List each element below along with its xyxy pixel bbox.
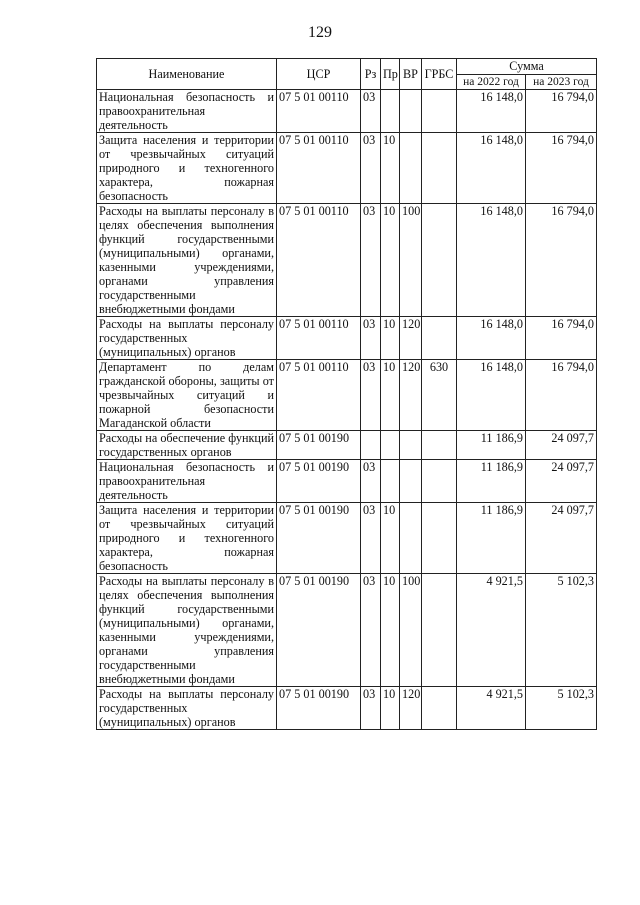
- row-vr: 100: [400, 204, 422, 317]
- row-name: Национальная безопасность и правоохранительная деятельность: [97, 460, 277, 503]
- row-name: Расходы на выплаты персоналу в целях обеспечения выполнения функций государственными (муниципальными) органами, казенными учреждениями, органами управления государственными внебюджетными фондами: [97, 204, 277, 317]
- row-csr: 07 5 01 00190: [277, 503, 361, 574]
- row-vr: [400, 133, 422, 204]
- row-sum-2022: 16 148,0: [457, 317, 526, 360]
- row-pr: 10: [381, 503, 400, 574]
- header-sum-2023: на 2023 год: [526, 74, 597, 90]
- row-sum-2022: 4 921,5: [457, 687, 526, 730]
- row-name: Защита населения и территории от чрезвычайных ситуаций природного и техногенного характера, пожарная безопасность: [97, 133, 277, 204]
- row-name: Расходы на выплаты персоналу в целях обеспечения выполнения функций государственными (муниципальными) органами, казенными учреждениями, органами управления государственными внебюджетными фондами: [97, 574, 277, 687]
- header-pr: Пр: [381, 59, 400, 90]
- row-sum-2022: 11 186,9: [457, 503, 526, 574]
- row-sum-2022: 16 148,0: [457, 90, 526, 133]
- row-rz: 03: [361, 460, 381, 503]
- row-csr: 07 5 01 00190: [277, 460, 361, 503]
- table-row: [97, 90, 597, 133]
- row-name: Расходы на выплаты персоналу государственных (муниципальных) органов: [97, 687, 277, 730]
- row-rz: 03: [361, 360, 381, 431]
- page-number: 129: [308, 24, 332, 41]
- row-name: Расходы на обеспечение функций государственных органов: [97, 431, 277, 460]
- row-grbs: [422, 460, 457, 503]
- row-name: Департамент по делам гражданской обороны, защиты от чрезвычайных ситуаций и пожарной безопасности Магаданской области: [97, 360, 277, 431]
- row-rz: 03: [361, 687, 381, 730]
- row-vr: 120: [400, 317, 422, 360]
- table-body: [97, 90, 597, 730]
- row-pr: [381, 431, 400, 460]
- row-vr: 120: [400, 687, 422, 730]
- table-row: [97, 431, 597, 460]
- row-vr: 120: [400, 360, 422, 431]
- row-name: Расходы на выплаты персоналу государственных (муниципальных) органов: [97, 317, 277, 360]
- row-sum-2023: 16 794,0: [526, 133, 597, 204]
- row-grbs: [422, 90, 457, 133]
- row-csr: 07 5 01 00190: [277, 574, 361, 687]
- row-rz: 03: [361, 574, 381, 687]
- table-header: [97, 59, 597, 90]
- row-vr: [400, 90, 422, 133]
- row-grbs: [422, 687, 457, 730]
- header-grbs: ГРБС: [422, 59, 457, 90]
- row-pr: [381, 460, 400, 503]
- row-sum-2023: 16 794,0: [526, 90, 597, 133]
- row-sum-2023: 5 102,3: [526, 574, 597, 687]
- table-row: [97, 503, 597, 574]
- row-grbs: [422, 503, 457, 574]
- budget-table: [96, 58, 597, 730]
- row-name: Национальная безопасность и правоохранительная деятельность: [97, 90, 277, 133]
- row-rz: 03: [361, 317, 381, 360]
- row-csr: 07 5 01 00110: [277, 90, 361, 133]
- row-vr: [400, 503, 422, 574]
- row-csr: 07 5 01 00110: [277, 317, 361, 360]
- row-pr: 10: [381, 317, 400, 360]
- row-grbs: [422, 317, 457, 360]
- header-rz: Рз: [361, 59, 381, 90]
- row-name: Защита населения и территории от чрезвычайных ситуаций природного и техногенного характера, пожарная безопасность: [97, 503, 277, 574]
- row-grbs: [422, 431, 457, 460]
- header-csr: ЦСР: [277, 59, 361, 90]
- row-csr: 07 5 01 00110: [277, 204, 361, 317]
- row-grbs: [422, 574, 457, 687]
- row-pr: 10: [381, 687, 400, 730]
- row-sum-2023: 16 794,0: [526, 317, 597, 360]
- row-pr: [381, 90, 400, 133]
- header-name: Наименование: [97, 59, 277, 90]
- row-csr: 07 5 01 00190: [277, 687, 361, 730]
- row-csr: 07 5 01 00110: [277, 133, 361, 204]
- row-grbs: [422, 204, 457, 317]
- header-sum: Сумма: [457, 59, 597, 75]
- header-sum-2022: на 2022 год: [457, 74, 526, 90]
- row-csr: 07 5 01 00110: [277, 360, 361, 431]
- row-sum-2022: 16 148,0: [457, 133, 526, 204]
- row-rz: 03: [361, 503, 381, 574]
- row-vr: 100: [400, 574, 422, 687]
- table-row: [97, 133, 597, 204]
- table-row: [97, 574, 597, 687]
- row-pr: 10: [381, 574, 400, 687]
- row-sum-2023: 16 794,0: [526, 360, 597, 431]
- row-rz: [361, 431, 381, 460]
- table-row: [97, 360, 597, 431]
- row-sum-2022: 16 148,0: [457, 204, 526, 317]
- row-grbs: [422, 133, 457, 204]
- row-rz: 03: [361, 204, 381, 317]
- table-row: [97, 204, 597, 317]
- row-sum-2022: 16 148,0: [457, 360, 526, 431]
- row-sum-2022: 11 186,9: [457, 460, 526, 503]
- row-pr: 10: [381, 204, 400, 317]
- row-sum-2023: 24 097,7: [526, 503, 597, 574]
- table-row: [97, 687, 597, 730]
- header-vr: ВР: [400, 59, 422, 90]
- row-pr: 10: [381, 133, 400, 204]
- row-sum-2023: 5 102,3: [526, 687, 597, 730]
- row-sum-2023: 16 794,0: [526, 204, 597, 317]
- row-grbs: 630: [422, 360, 457, 431]
- table-row: [97, 317, 597, 360]
- row-vr: [400, 431, 422, 460]
- row-rz: 03: [361, 133, 381, 204]
- row-sum-2022: 11 186,9: [457, 431, 526, 460]
- row-pr: 10: [381, 360, 400, 431]
- row-sum-2023: 24 097,7: [526, 431, 597, 460]
- row-vr: [400, 460, 422, 503]
- row-csr: 07 5 01 00190: [277, 431, 361, 460]
- row-sum-2023: 24 097,7: [526, 460, 597, 503]
- table-row: [97, 460, 597, 503]
- row-rz: 03: [361, 90, 381, 133]
- row-sum-2022: 4 921,5: [457, 574, 526, 687]
